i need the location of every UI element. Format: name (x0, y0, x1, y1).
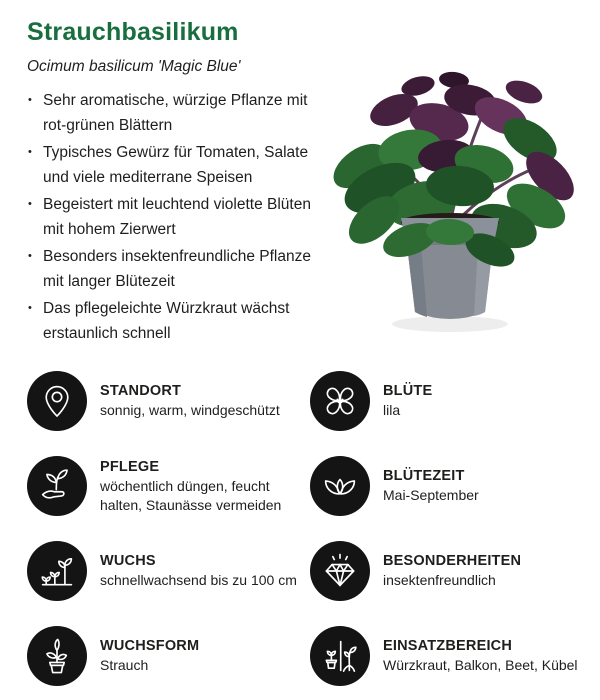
feature-label: BLÜTEZEIT (383, 468, 465, 484)
plant-photo (298, 54, 600, 342)
feature-label: BLÜTE (383, 383, 433, 399)
feature-wuchsform (27, 626, 310, 686)
potted-plant-icon (27, 626, 87, 686)
feature-description: Würzkraut, Balkon, Beet, Kübel (383, 657, 578, 673)
feature-label: WUCHS (100, 553, 156, 569)
botanical-name: Ocimum basilicum 'Magic Blue' (27, 58, 241, 75)
feature-standort (27, 371, 310, 431)
feature-label: BESONDERHEITEN (383, 553, 522, 569)
bullet-item: • Das pflegeleichte Würzkraut wächst erstaunlich schnell (27, 296, 312, 346)
diamond-icon (310, 541, 370, 601)
lotus-icon (310, 456, 370, 516)
feature-bluete (310, 371, 585, 431)
bullet-list (27, 88, 312, 348)
feature-description: lila (383, 402, 401, 418)
feature-label: EINSATZBEREICH (383, 638, 513, 654)
page-title: Strauchbasilikum (27, 18, 239, 46)
features-grid (27, 371, 585, 686)
feature-description: Mai-September (383, 487, 479, 503)
feature-description: Strauch (100, 657, 149, 673)
feature-label: STANDORT (100, 383, 182, 399)
bullet-item: • Begeistert mit leuchtend violette Blüten mit hohem Zierwert (27, 192, 312, 242)
feature-description: sonnig, warm, windgeschützt (100, 402, 280, 418)
feature-wuchs (27, 541, 310, 601)
bullet-item: • Besonders insektenfreundliche Pflanze mit langer Blütezeit (27, 244, 312, 294)
flower-icon (310, 371, 370, 431)
hand-plant-icon (27, 456, 87, 516)
feature-label: PFLEGE (100, 458, 160, 475)
feature-pflege (27, 456, 310, 516)
location-pin-icon (27, 371, 87, 431)
feature-bluetezeit (310, 456, 585, 516)
bullet-item: • Typisches Gewürz für Tomaten, Salate und viele mediterrane Speisen (27, 140, 312, 190)
growth-icon (27, 541, 87, 601)
header (27, 18, 307, 76)
feature-description: wöchentlich düngen, feucht halten, Staunässe vermeiden (100, 477, 282, 513)
feature-besonderheiten (310, 541, 585, 601)
feature-einsatzbereich (310, 626, 585, 686)
planting-area-icon (310, 626, 370, 686)
feature-description: schnellwachsend bis zu 100 cm (100, 572, 297, 588)
feature-label: WUCHSFORM (100, 638, 200, 654)
bullet-item: • Sehr aromatische, würzige Pflanze mit rot-grünen Blättern (27, 88, 312, 138)
feature-description: insektenfreundlich (383, 572, 496, 588)
basil-plant-illustration (298, 54, 600, 342)
